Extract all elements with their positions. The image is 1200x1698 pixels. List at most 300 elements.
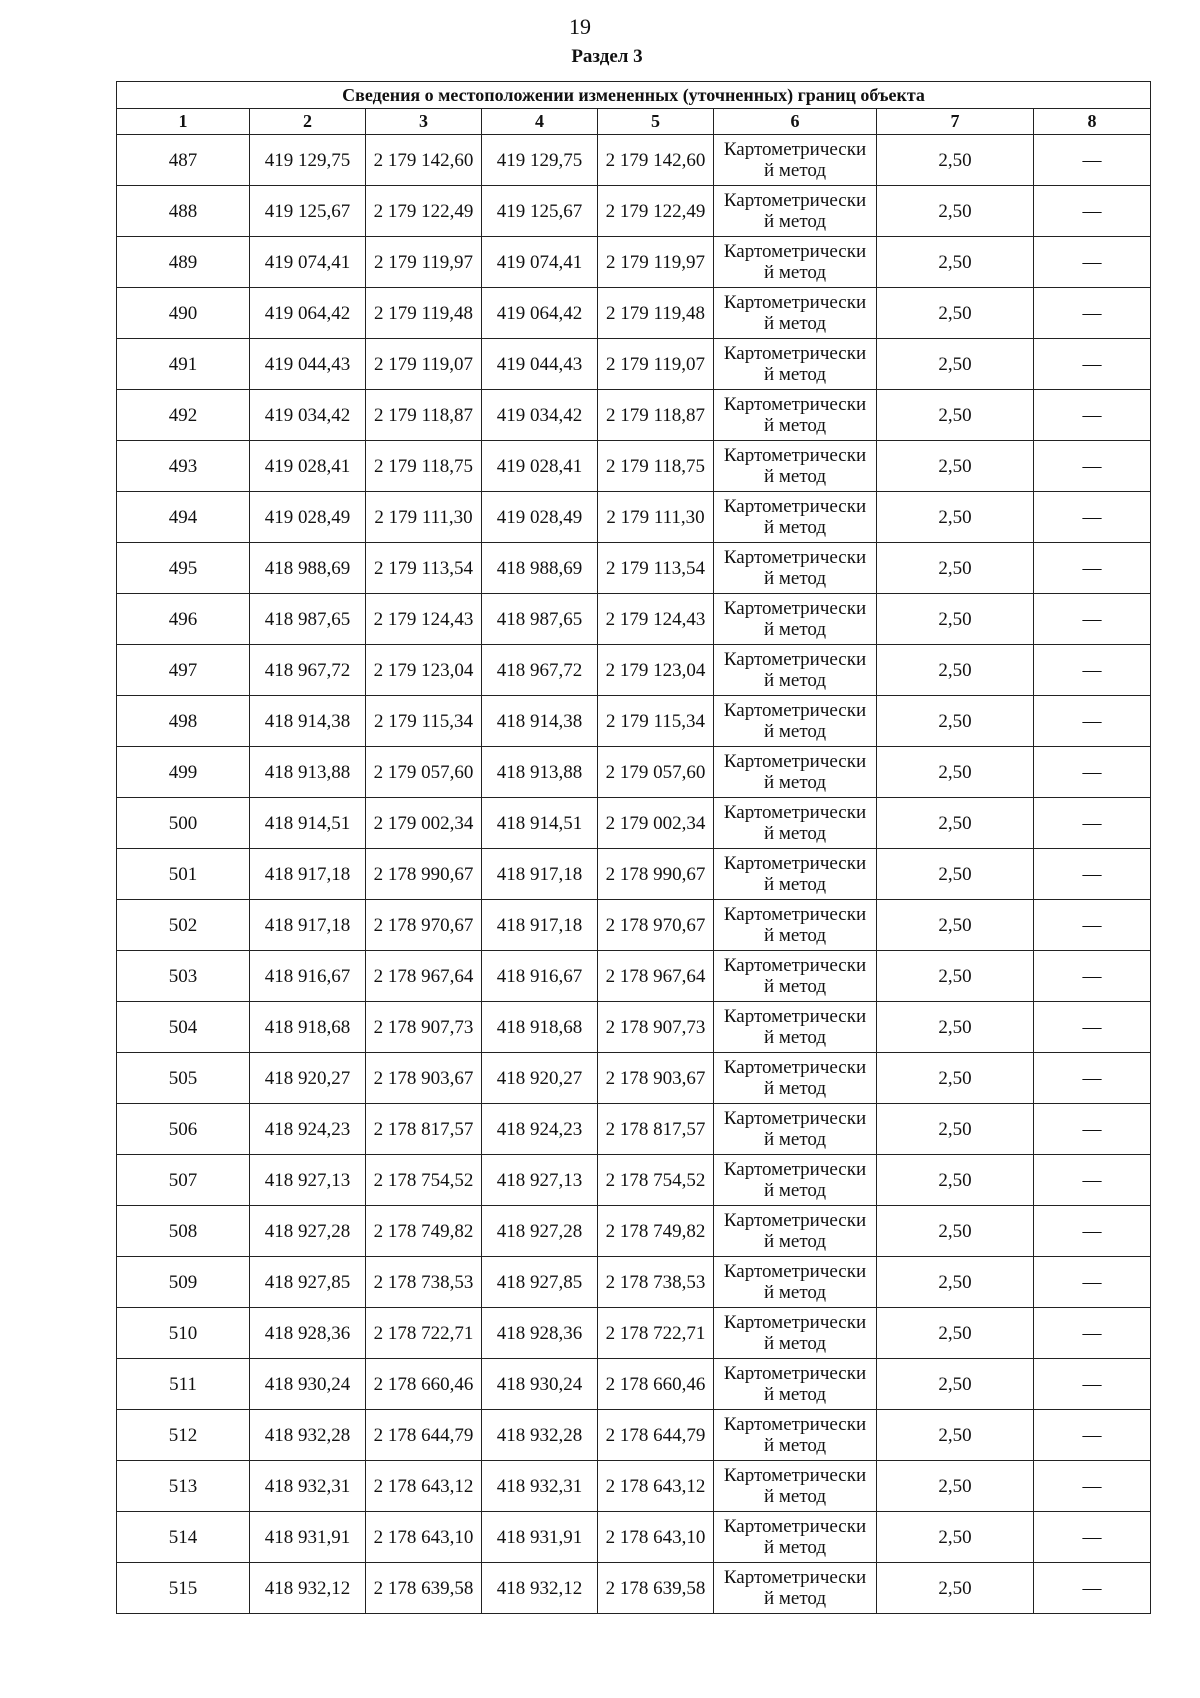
y-existing-cell: 2 178 738,53	[366, 1257, 482, 1308]
y-existing-cell: 2 179 057,60	[366, 747, 482, 798]
method-text-line1: Картометрически	[723, 445, 867, 466]
method-text-line2: й метод	[763, 1231, 827, 1252]
y-existing-cell: 2 179 002,34	[366, 798, 482, 849]
method-text-line1: Картометрически	[723, 598, 867, 619]
method-cell	[714, 237, 877, 288]
method-text-line1: Картометрически	[723, 1363, 867, 1384]
method-text-line2: й метод	[763, 466, 827, 487]
x-existing-cell: 419 129,75	[250, 135, 366, 186]
method-text-line1: Картометрически	[723, 1414, 867, 1435]
x-existing-cell: 419 125,67	[250, 186, 366, 237]
column-header: 3	[366, 109, 482, 135]
y-refined-cell: 2 179 118,75	[598, 441, 714, 492]
y-refined-cell: 2 179 113,54	[598, 543, 714, 594]
method-text-line1: Картометрически	[723, 1567, 867, 1588]
x-existing-cell: 418 914,51	[250, 798, 366, 849]
y-existing-cell: 2 178 970,67	[366, 900, 482, 951]
note-cell: —	[1034, 288, 1151, 339]
method-text-line2: й метод	[763, 1129, 827, 1150]
accuracy-cell: 2,50	[877, 1461, 1034, 1512]
point-number-cell: 510	[117, 1308, 250, 1359]
accuracy-cell: 2,50	[877, 1206, 1034, 1257]
accuracy-cell: 2,50	[877, 594, 1034, 645]
column-header: 6	[714, 109, 877, 135]
note-cell: —	[1034, 1308, 1151, 1359]
method-text-line1: Картометрически	[723, 1261, 867, 1282]
method-text-line2: й метод	[763, 1486, 827, 1507]
method-cell	[714, 798, 877, 849]
method-text-line2: й метод	[763, 976, 827, 997]
column-header: 7	[877, 109, 1034, 135]
method-text-line2: й метод	[763, 415, 827, 436]
note-cell: —	[1034, 747, 1151, 798]
table-row	[117, 339, 1151, 390]
x-existing-cell: 419 064,42	[250, 288, 366, 339]
accuracy-cell: 2,50	[877, 1563, 1034, 1614]
x-existing-cell: 418 987,65	[250, 594, 366, 645]
x-existing-cell: 418 917,18	[250, 849, 366, 900]
point-number-cell: 489	[117, 237, 250, 288]
method-text-line1: Картометрически	[723, 343, 867, 364]
x-refined-cell: 418 927,13	[482, 1155, 598, 1206]
y-existing-cell: 2 178 967,64	[366, 951, 482, 1002]
table-row	[117, 1104, 1151, 1155]
table-row	[117, 1155, 1151, 1206]
note-cell: —	[1034, 1155, 1151, 1206]
method-text-line1: Картометрически	[723, 1057, 867, 1078]
y-refined-cell: 2 179 142,60	[598, 135, 714, 186]
method-text-line2: й метод	[763, 619, 827, 640]
method-cell	[714, 594, 877, 645]
column-header: 1	[117, 109, 250, 135]
x-existing-cell: 419 034,42	[250, 390, 366, 441]
x-refined-cell: 418 916,67	[482, 951, 598, 1002]
method-cell	[714, 645, 877, 696]
method-cell	[714, 1155, 877, 1206]
method-text-line2: й метод	[763, 568, 827, 589]
x-existing-cell: 418 988,69	[250, 543, 366, 594]
x-refined-cell: 418 913,88	[482, 747, 598, 798]
x-existing-cell: 418 932,31	[250, 1461, 366, 1512]
x-existing-cell: 418 928,36	[250, 1308, 366, 1359]
x-refined-cell: 418 987,65	[482, 594, 598, 645]
note-cell: —	[1034, 237, 1151, 288]
y-refined-cell: 2 178 643,10	[598, 1512, 714, 1563]
x-refined-cell: 419 064,42	[482, 288, 598, 339]
table-row	[117, 849, 1151, 900]
method-cell	[714, 1206, 877, 1257]
method-text-line1: Картометрически	[723, 496, 867, 517]
point-number-cell: 491	[117, 339, 250, 390]
method-text-line1: Картометрически	[723, 700, 867, 721]
note-cell: —	[1034, 543, 1151, 594]
point-number-cell: 490	[117, 288, 250, 339]
y-refined-cell: 2 178 660,46	[598, 1359, 714, 1410]
method-text-line1: Картометрически	[723, 1108, 867, 1129]
y-existing-cell: 2 178 907,73	[366, 1002, 482, 1053]
point-number-cell: 515	[117, 1563, 250, 1614]
table-row	[117, 186, 1151, 237]
table-row	[117, 390, 1151, 441]
accuracy-cell: 2,50	[877, 1104, 1034, 1155]
y-existing-cell: 2 179 118,75	[366, 441, 482, 492]
x-refined-cell: 418 932,31	[482, 1461, 598, 1512]
x-refined-cell: 419 028,49	[482, 492, 598, 543]
accuracy-cell: 2,50	[877, 900, 1034, 951]
accuracy-cell: 2,50	[877, 1257, 1034, 1308]
point-number-cell: 513	[117, 1461, 250, 1512]
x-existing-cell: 418 920,27	[250, 1053, 366, 1104]
y-refined-cell: 2 179 124,43	[598, 594, 714, 645]
accuracy-cell: 2,50	[877, 951, 1034, 1002]
accuracy-cell: 2,50	[877, 1359, 1034, 1410]
x-refined-cell: 418 918,68	[482, 1002, 598, 1053]
method-cell	[714, 1308, 877, 1359]
y-existing-cell: 2 179 119,97	[366, 237, 482, 288]
note-cell: —	[1034, 1206, 1151, 1257]
point-number-cell: 492	[117, 390, 250, 441]
method-text-line2: й метод	[763, 1078, 827, 1099]
table-body	[117, 135, 1151, 1614]
column-header: 2	[250, 109, 366, 135]
x-refined-cell: 418 924,23	[482, 1104, 598, 1155]
table-row	[117, 1002, 1151, 1053]
method-text-line1: Картометрически	[723, 1006, 867, 1027]
x-existing-cell: 418 930,24	[250, 1359, 366, 1410]
method-text-line1: Картометрически	[723, 139, 867, 160]
y-refined-cell: 2 178 754,52	[598, 1155, 714, 1206]
point-number-cell: 512	[117, 1410, 250, 1461]
y-existing-cell: 2 179 115,34	[366, 696, 482, 747]
table-row	[117, 1359, 1151, 1410]
y-refined-cell: 2 178 970,67	[598, 900, 714, 951]
method-text-line1: Картометрически	[723, 649, 867, 670]
point-number-cell: 495	[117, 543, 250, 594]
x-refined-cell: 418 931,91	[482, 1512, 598, 1563]
method-text-line1: Картометрически	[723, 547, 867, 568]
y-existing-cell: 2 178 990,67	[366, 849, 482, 900]
method-cell	[714, 1410, 877, 1461]
table-row	[117, 1410, 1151, 1461]
point-number-cell: 509	[117, 1257, 250, 1308]
method-text-line2: й метод	[763, 364, 827, 385]
point-number-cell: 493	[117, 441, 250, 492]
method-cell	[714, 288, 877, 339]
method-text-line2: й метод	[763, 1027, 827, 1048]
table-row	[117, 1563, 1151, 1614]
y-refined-cell: 2 179 119,07	[598, 339, 714, 390]
method-cell	[714, 747, 877, 798]
x-refined-cell: 418 917,18	[482, 849, 598, 900]
y-refined-cell: 2 178 639,58	[598, 1563, 714, 1614]
method-text-line2: й метод	[763, 262, 827, 283]
table-row	[117, 645, 1151, 696]
method-text-line2: й метод	[763, 823, 827, 844]
point-number-cell: 514	[117, 1512, 250, 1563]
method-cell	[714, 849, 877, 900]
y-existing-cell: 2 179 119,48	[366, 288, 482, 339]
column-number-row	[117, 109, 1151, 135]
x-refined-cell: 419 044,43	[482, 339, 598, 390]
note-cell: —	[1034, 1053, 1151, 1104]
method-text-line2: й метод	[763, 1537, 827, 1558]
method-text-line2: й метод	[763, 160, 827, 181]
method-text-line1: Картометрически	[723, 853, 867, 874]
accuracy-cell: 2,50	[877, 747, 1034, 798]
y-existing-cell: 2 178 749,82	[366, 1206, 482, 1257]
accuracy-cell: 2,50	[877, 1410, 1034, 1461]
note-cell: —	[1034, 849, 1151, 900]
y-refined-cell: 2 178 643,12	[598, 1461, 714, 1512]
accuracy-cell: 2,50	[877, 135, 1034, 186]
note-cell: —	[1034, 1512, 1151, 1563]
note-cell: —	[1034, 1359, 1151, 1410]
y-existing-cell: 2 179 113,54	[366, 543, 482, 594]
x-existing-cell: 419 044,43	[250, 339, 366, 390]
point-number-cell: 496	[117, 594, 250, 645]
method-text-line1: Картометрически	[723, 1465, 867, 1486]
note-cell: —	[1034, 1410, 1151, 1461]
y-existing-cell: 2 179 124,43	[366, 594, 482, 645]
x-existing-cell: 418 932,28	[250, 1410, 366, 1461]
x-refined-cell: 418 930,24	[482, 1359, 598, 1410]
method-text-line2: й метод	[763, 1180, 827, 1201]
y-existing-cell: 2 179 118,87	[366, 390, 482, 441]
x-refined-cell: 418 928,36	[482, 1308, 598, 1359]
table-row	[117, 1308, 1151, 1359]
x-existing-cell: 418 932,12	[250, 1563, 366, 1614]
y-existing-cell: 2 178 643,12	[366, 1461, 482, 1512]
point-number-cell: 506	[117, 1104, 250, 1155]
accuracy-cell: 2,50	[877, 339, 1034, 390]
method-text-line1: Картометрически	[723, 955, 867, 976]
section-title: Раздел 3	[571, 46, 643, 67]
x-existing-cell: 418 913,88	[250, 747, 366, 798]
method-text-line1: Картометрически	[723, 394, 867, 415]
y-refined-cell: 2 179 002,34	[598, 798, 714, 849]
method-text-line2: й метод	[763, 1282, 827, 1303]
method-cell	[714, 696, 877, 747]
table-row	[117, 747, 1151, 798]
x-existing-cell: 418 918,68	[250, 1002, 366, 1053]
y-refined-cell: 2 178 903,67	[598, 1053, 714, 1104]
accuracy-cell: 2,50	[877, 1512, 1034, 1563]
accuracy-cell: 2,50	[877, 849, 1034, 900]
x-existing-cell: 419 028,41	[250, 441, 366, 492]
y-refined-cell: 2 178 644,79	[598, 1410, 714, 1461]
method-text-line1: Картометрически	[723, 1312, 867, 1333]
method-cell	[714, 186, 877, 237]
accuracy-cell: 2,50	[877, 237, 1034, 288]
method-text-line2: й метод	[763, 1333, 827, 1354]
x-existing-cell: 418 967,72	[250, 645, 366, 696]
method-cell	[714, 441, 877, 492]
method-text-line1: Картометрически	[723, 1159, 867, 1180]
note-cell: —	[1034, 900, 1151, 951]
note-cell: —	[1034, 135, 1151, 186]
method-cell	[714, 900, 877, 951]
method-text-line2: й метод	[763, 313, 827, 334]
method-cell	[714, 1257, 877, 1308]
x-refined-cell: 418 920,27	[482, 1053, 598, 1104]
y-refined-cell: 2 179 111,30	[598, 492, 714, 543]
method-cell	[714, 492, 877, 543]
method-cell	[714, 1563, 877, 1614]
y-existing-cell: 2 179 123,04	[366, 645, 482, 696]
point-number-cell: 499	[117, 747, 250, 798]
point-number-cell: 494	[117, 492, 250, 543]
x-existing-cell: 418 927,28	[250, 1206, 366, 1257]
x-refined-cell: 418 932,12	[482, 1563, 598, 1614]
x-existing-cell: 418 931,91	[250, 1512, 366, 1563]
x-refined-cell: 418 914,38	[482, 696, 598, 747]
column-header: 4	[482, 109, 598, 135]
table-row	[117, 288, 1151, 339]
y-refined-cell: 2 178 907,73	[598, 1002, 714, 1053]
point-number-cell: 497	[117, 645, 250, 696]
note-cell: —	[1034, 186, 1151, 237]
x-existing-cell: 418 927,13	[250, 1155, 366, 1206]
method-text-line2: й метод	[763, 925, 827, 946]
accuracy-cell: 2,50	[877, 1155, 1034, 1206]
x-existing-cell: 418 924,23	[250, 1104, 366, 1155]
accuracy-cell: 2,50	[877, 186, 1034, 237]
note-cell: —	[1034, 441, 1151, 492]
y-existing-cell: 2 178 644,79	[366, 1410, 482, 1461]
table-caption: Сведения о местоположении измененных (уточненных) границ объекта	[117, 82, 1151, 109]
method-cell	[714, 543, 877, 594]
note-cell: —	[1034, 1104, 1151, 1155]
method-text-line2: й метод	[763, 721, 827, 742]
method-text-line1: Картометрически	[723, 1210, 867, 1231]
y-refined-cell: 2 178 817,57	[598, 1104, 714, 1155]
method-text-line2: й метод	[763, 211, 827, 232]
point-number-cell: 488	[117, 186, 250, 237]
point-number-cell: 498	[117, 696, 250, 747]
x-refined-cell: 419 028,41	[482, 441, 598, 492]
x-refined-cell: 418 927,85	[482, 1257, 598, 1308]
note-cell: —	[1034, 1563, 1151, 1614]
accuracy-cell: 2,50	[877, 798, 1034, 849]
note-cell: —	[1034, 1002, 1151, 1053]
y-refined-cell: 2 178 738,53	[598, 1257, 714, 1308]
method-text-line1: Картометрически	[723, 292, 867, 313]
y-existing-cell: 2 178 754,52	[366, 1155, 482, 1206]
y-existing-cell: 2 179 119,07	[366, 339, 482, 390]
y-existing-cell: 2 179 122,49	[366, 186, 482, 237]
method-cell	[714, 1512, 877, 1563]
method-text-line1: Картометрически	[723, 751, 867, 772]
point-number-cell: 504	[117, 1002, 250, 1053]
method-text-line2: й метод	[763, 1435, 827, 1456]
table-row	[117, 1257, 1151, 1308]
x-existing-cell: 418 917,18	[250, 900, 366, 951]
column-header: 8	[1034, 109, 1151, 135]
y-existing-cell: 2 179 142,60	[366, 135, 482, 186]
method-cell	[714, 390, 877, 441]
method-text-line2: й метод	[763, 1384, 827, 1405]
y-existing-cell: 2 179 111,30	[366, 492, 482, 543]
note-cell: —	[1034, 339, 1151, 390]
x-refined-cell: 418 917,18	[482, 900, 598, 951]
point-number-cell: 500	[117, 798, 250, 849]
x-existing-cell: 419 028,49	[250, 492, 366, 543]
point-number-cell: 501	[117, 849, 250, 900]
method-cell	[714, 1104, 877, 1155]
method-text-line1: Картометрически	[723, 190, 867, 211]
method-cell	[714, 1359, 877, 1410]
y-refined-cell: 2 179 057,60	[598, 747, 714, 798]
x-refined-cell: 418 988,69	[482, 543, 598, 594]
table-row	[117, 237, 1151, 288]
table-row	[117, 951, 1151, 1002]
accuracy-cell: 2,50	[877, 696, 1034, 747]
y-existing-cell: 2 178 660,46	[366, 1359, 482, 1410]
accuracy-cell: 2,50	[877, 1308, 1034, 1359]
y-refined-cell: 2 178 722,71	[598, 1308, 714, 1359]
point-number-cell: 507	[117, 1155, 250, 1206]
method-text-line2: й метод	[763, 772, 827, 793]
method-text-line1: Картометрически	[723, 802, 867, 823]
y-existing-cell: 2 178 722,71	[366, 1308, 482, 1359]
y-existing-cell: 2 178 903,67	[366, 1053, 482, 1104]
table-row	[117, 492, 1151, 543]
method-text-line1: Картометрически	[723, 1516, 867, 1537]
table-row	[117, 135, 1151, 186]
method-cell	[714, 1002, 877, 1053]
table-row	[117, 543, 1151, 594]
method-cell	[714, 135, 877, 186]
note-cell: —	[1034, 1257, 1151, 1308]
x-refined-cell: 419 074,41	[482, 237, 598, 288]
accuracy-cell: 2,50	[877, 288, 1034, 339]
method-text-line1: Картометрически	[723, 904, 867, 925]
table-row	[117, 1053, 1151, 1104]
boundary-coordinates-table	[116, 81, 1151, 1614]
accuracy-cell: 2,50	[877, 1002, 1034, 1053]
point-number-cell: 505	[117, 1053, 250, 1104]
column-header: 5	[598, 109, 714, 135]
x-refined-cell: 418 967,72	[482, 645, 598, 696]
x-refined-cell: 418 932,28	[482, 1410, 598, 1461]
accuracy-cell: 2,50	[877, 645, 1034, 696]
y-existing-cell: 2 178 643,10	[366, 1512, 482, 1563]
note-cell: —	[1034, 696, 1151, 747]
table-row	[117, 1461, 1151, 1512]
method-text-line2: й метод	[763, 1588, 827, 1609]
note-cell: —	[1034, 1461, 1151, 1512]
note-cell: —	[1034, 798, 1151, 849]
y-refined-cell: 2 178 990,67	[598, 849, 714, 900]
method-cell	[714, 1053, 877, 1104]
point-number-cell: 511	[117, 1359, 250, 1410]
y-refined-cell: 2 179 119,97	[598, 237, 714, 288]
table-row	[117, 1206, 1151, 1257]
page-number: 19	[569, 14, 591, 39]
method-text-line2: й метод	[763, 670, 827, 691]
x-existing-cell: 418 916,67	[250, 951, 366, 1002]
accuracy-cell: 2,50	[877, 1053, 1034, 1104]
method-text-line2: й метод	[763, 517, 827, 538]
accuracy-cell: 2,50	[877, 492, 1034, 543]
point-number-cell: 487	[117, 135, 250, 186]
x-existing-cell: 418 927,85	[250, 1257, 366, 1308]
note-cell: —	[1034, 492, 1151, 543]
y-refined-cell: 2 179 123,04	[598, 645, 714, 696]
method-text-line1: Картометрически	[723, 241, 867, 262]
table-row	[117, 441, 1151, 492]
x-refined-cell: 418 927,28	[482, 1206, 598, 1257]
